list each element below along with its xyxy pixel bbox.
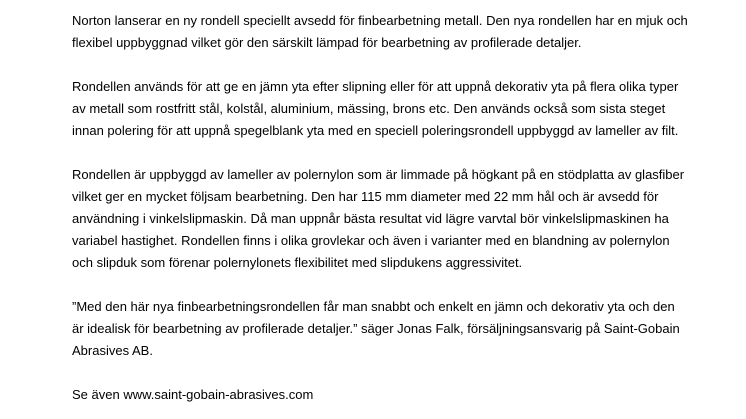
paragraph-website: Se även www.saint-gobain-abrasives.com bbox=[72, 387, 314, 402]
paragraph-quote: ”Med den här nya finbearbetningsrondellen får man snabbt och enkelt en jämn och dekorativ yta och den är idealisk för bearbetning av profilerade detaljer.” säger Jonas Falk, försäljningsansvarig på Saint-Gobain Abrasives AB. bbox=[72, 299, 680, 358]
paragraph-intro: Norton lanserar en ny rondell speciellt avsedd för finbearbetning metall. Den nya rondellen har en mjuk och flexibel uppbyggnad vilket gör den särskilt lämpad för bearbetning av profilerade detaljer. bbox=[72, 13, 688, 50]
paragraph-usage: Rondellen används för att ge en jämn yta efter slipning eller för att uppnå dekorativ yta på flera olika typer av metall som rostfritt stål, kolstål, aluminium, mässing, brons etc. Den används också som sista steget innan polering för att uppnå spegelblank yta med en speciell poleringsrondell uppbyggd av lameller av filt. bbox=[72, 79, 679, 138]
paragraph-construction: Rondellen är uppbyggd av lameller av polernylon som är limmade på högkant på en stödplatta av glasfiber vilket ger en mycket följsam bearbetning. Den har 115 mm diameter med 22 mm hål och är avsedd för användning i vinkelslipmaskin. Då man uppnår bästa resultat vid lägre varvtal bör vinkelslipmaskinen ha variabel hastighet. Rondellen finns i olika grovlekar och även i varianter med en blandning av polernylon och slipduk som förenar polernylonets flexibilitet med slipdukens aggressivitet. bbox=[72, 167, 685, 270]
document-body bbox=[72, 10, 712, 406]
